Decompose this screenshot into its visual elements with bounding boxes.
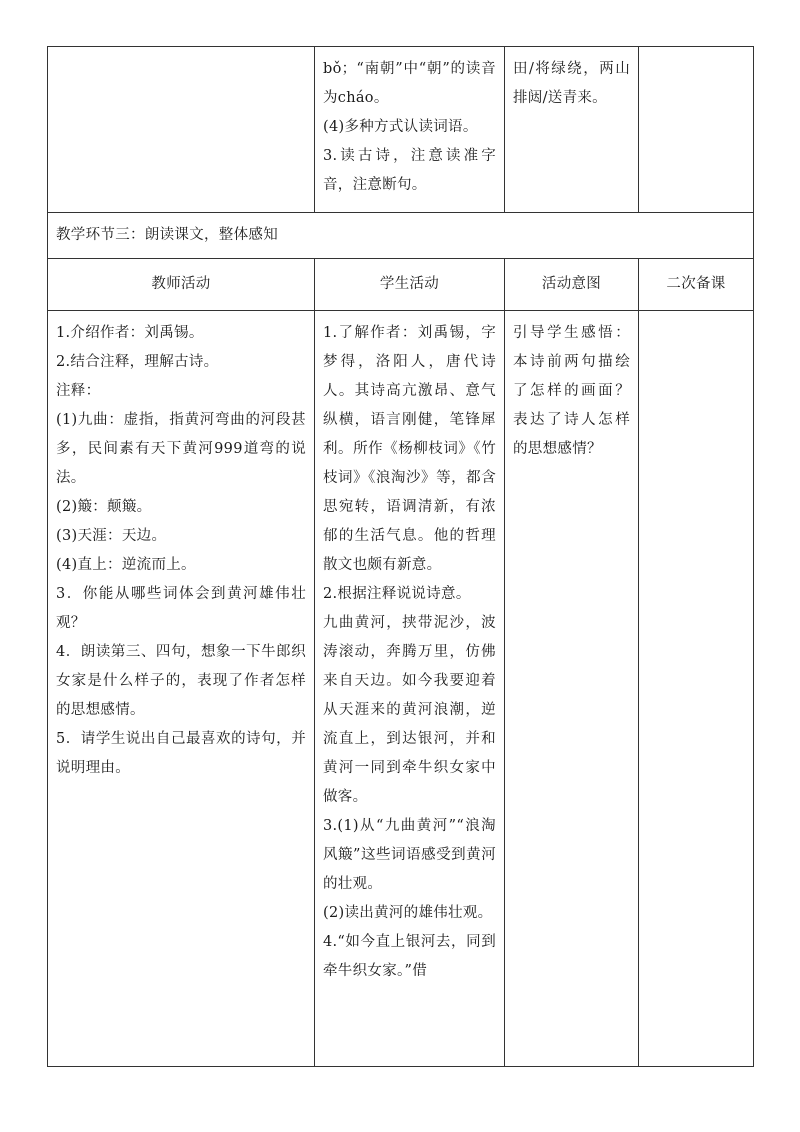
continuation-student-cell: [315, 47, 505, 213]
lesson-plan-table: [47, 46, 754, 1067]
continuation-row: [48, 47, 754, 213]
continuation-student-line: (4)多种方式认读词语。: [323, 119, 478, 135]
teacher-line: 注释：: [56, 383, 101, 399]
continuation-teacher-cell: [48, 47, 315, 213]
section-title: 教学环节三：朗读课文，整体感知: [48, 213, 754, 259]
teacher-line: (3)天涯：天边。: [56, 528, 167, 544]
teacher-line: 4．朗读第三、四句，想象一下牛郎织女家是什么样子的，表现了作者怎样的思想感情。: [56, 644, 306, 718]
student-line: 4.“如今直上银河去，同到牵牛织女家。”借: [323, 934, 496, 979]
teacher-line: (2)簸：颠簸。: [56, 499, 152, 515]
teacher-line: 1.介绍作者：刘禹锡。: [56, 325, 204, 341]
intent-line: 引导学生感悟：本诗前两句描绘了怎样的画面？表达了诗人怎样的思想感情？: [513, 325, 630, 457]
teacher-activity-cell: [48, 311, 315, 1067]
header-activity-intent: 活动意图: [505, 259, 639, 311]
activity-intent-cell: [505, 311, 639, 1067]
continuation-student-line: 3.读古诗，注意读准字音，注意断句。: [323, 148, 496, 193]
continuation-student-line: bǒ；“南朝”中“朝”的读音为cháo。: [323, 61, 496, 106]
header-teacher-activity: 教师活动: [48, 259, 315, 311]
teacher-line: (4)直上：逆流而上。: [56, 557, 196, 573]
teacher-line: 3．你能从哪些词体会到黄河雄伟壮观？: [56, 586, 306, 631]
student-line: (2)读出黄河的雄伟壮观。: [323, 905, 493, 921]
student-activity-cell: [315, 311, 505, 1067]
teacher-line: (1)九曲：虚指，指黄河弯曲的河段甚多，民间素有天下黄河999道弯的说法。: [56, 412, 306, 486]
continuation-intent-line: 田/将绿绕，两山排闼/送青来。: [513, 61, 630, 106]
teacher-line: 5．请学生说出自己最喜欢的诗句，并说明理由。: [56, 731, 306, 776]
student-line: 3.(1)从“九曲黄河”“浪淘风簸”这些词语感受到黄河的壮观。: [323, 818, 496, 892]
header-student-activity: 学生活动: [315, 259, 505, 311]
continuation-backup-cell: [639, 47, 754, 213]
student-line: 九曲黄河，挟带泥沙，波涛滚动，奔腾万里，仿佛来自天边。如今我要迎着从天涯来的黄河浪潮，逆流直上，到达银河，并和黄河一同到牵牛织女家中做客。: [323, 615, 496, 805]
secondary-prep-cell: [639, 311, 754, 1067]
student-line: 2.根据注释说说诗意。: [323, 586, 471, 602]
student-line: 1.了解作者：刘禹锡，字梦得，洛阳人，唐代诗人。其诗高亢激昂、意气纵横，语言刚健，笔锋犀利。所作《杨柳枝词》《竹枝词》《浪淘沙》等，都含思宛转，语调清新，有浓郁的生活气息。他的哲理散文也颇有新意。: [323, 325, 496, 573]
section-row: [48, 213, 754, 259]
header-secondary-prep: 二次备课: [639, 259, 754, 311]
header-row: [48, 259, 754, 311]
main-row: [48, 311, 754, 1067]
continuation-intent-cell: [505, 47, 639, 213]
teacher-line: 2.结合注释，理解古诗。: [56, 354, 219, 370]
